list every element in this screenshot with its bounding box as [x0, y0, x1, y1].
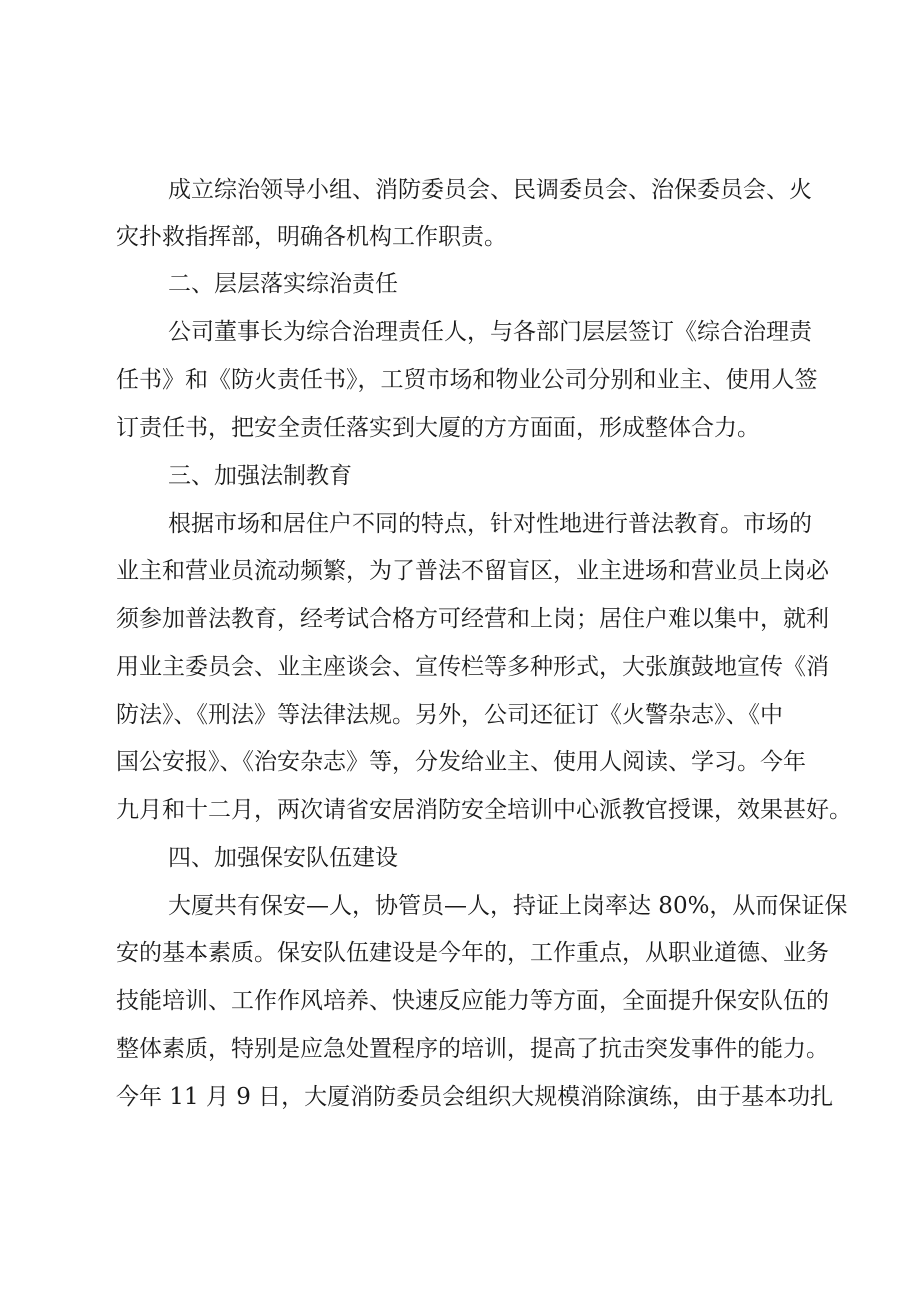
- paragraph-line: 须参加普法教育，经考试合格方可经营和上岗；居住户难以集中，就利: [116, 606, 829, 632]
- paragraph-line: 大厦共有保安—人，协管员—人，持证上岗率达 80%，从而保证保: [168, 893, 848, 919]
- paragraph-line: 成立综治领导小组、消防委员会、民调委员会、治保委员会、火: [168, 177, 812, 203]
- paragraph-line: 九月和十二月，两次请省安居消防安全培训中心派教官授课，效果甚好。: [116, 797, 852, 823]
- paragraph-line: 安的基本素质。保安队伍建设是今年的，工作重点，从职业道德、业务: [116, 940, 829, 966]
- section-heading: 三、加强法制教育: [168, 463, 352, 489]
- paragraph-line: 灾扑救指挥部，明确各机构工作职责。: [116, 224, 507, 250]
- paragraph-line: 订责任书，把安全责任落实到大厦的方方面面，形成整体合力。: [116, 415, 760, 441]
- paragraph-line: 技能培训、工作作风培养、快速反应能力等方面，全面提升保安队伍的: [116, 988, 829, 1014]
- paragraph-line: 业主和营业员流动频繁，为了普法不留盲区，业主进场和营业员上岗必: [116, 558, 829, 584]
- paragraph-line: 国公安报》、《治安杂志》等，分发给业主、使用人阅读、学习。今年: [116, 749, 806, 775]
- section-heading: 四、加强保安队伍建设: [168, 845, 398, 871]
- paragraph-line: 根据市场和居住户不同的特点，针对性地进行普法教育。市场的: [168, 511, 812, 537]
- section-heading: 二、层层落实综治责任: [168, 271, 398, 297]
- paragraph-line: 公司董事长为综合治理责任人，与各部门层层签订《综合治理责: [168, 319, 812, 345]
- paragraph-line: 用业主委员会、业主座谈会、宣传栏等多种形式，大张旗鼓地宣传《消: [116, 654, 829, 680]
- paragraph-line: 任书》和《防火责任书》，工贸市场和物业公司分别和业主、使用人签: [116, 367, 818, 393]
- paragraph-line: 今年 11 月 9 日，大厦消防委员会组织大规模消除演练，由于基本功扎: [116, 1084, 834, 1110]
- paragraph-line: 整体素质，特别是应急处置程序的培训，提高了抗击突发事件的能力。: [116, 1036, 829, 1062]
- paragraph-line: 防法》、《刑法》等法律法规。另外，公司还征订《火警杂志》、《中: [116, 702, 783, 728]
